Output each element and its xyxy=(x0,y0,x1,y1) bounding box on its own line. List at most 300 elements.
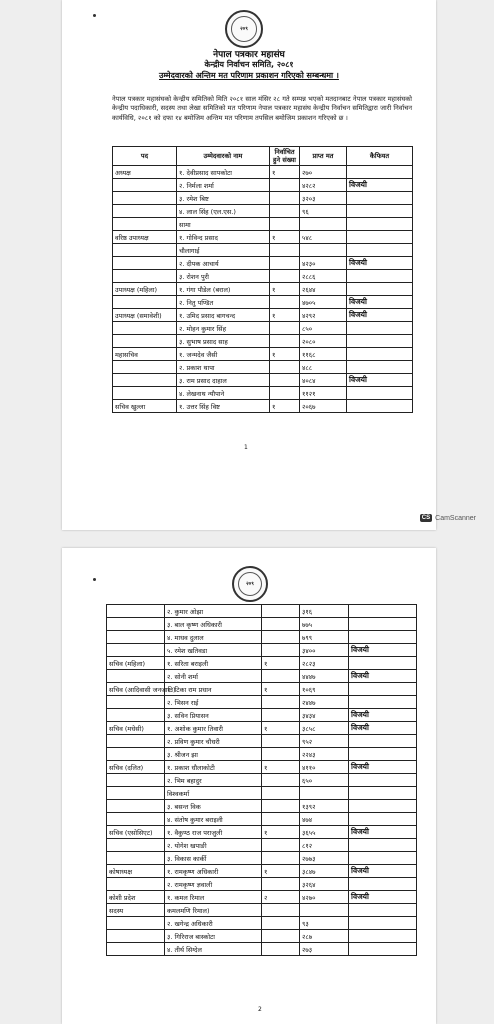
remark-cell xyxy=(349,839,417,852)
post-cell xyxy=(113,387,177,400)
column-header-votes: प्राप्त मत xyxy=(300,147,347,166)
seats-cell: १ xyxy=(270,309,300,322)
seats-cell: १ xyxy=(262,826,300,839)
table-row xyxy=(107,813,417,826)
post-cell: महासचिव xyxy=(113,348,177,361)
remark-cell: विजयी xyxy=(349,891,417,904)
seats-cell xyxy=(262,735,300,748)
table-row xyxy=(107,878,417,891)
seats-cell xyxy=(270,244,300,257)
candidate-name-cell: २. सोनी शर्मा xyxy=(165,670,262,683)
votes-cell: ४११० xyxy=(300,761,349,774)
table-row xyxy=(107,722,417,735)
post-cell: सचिव (एसोसिएट) xyxy=(107,826,165,839)
remark-cell xyxy=(349,683,417,696)
seats-cell: १ xyxy=(270,231,300,244)
votes-cell: ७७५ xyxy=(300,618,349,631)
post-cell: उपाध्यक्ष (समावेशी) xyxy=(113,309,177,322)
subject-line: उम्मेदवारको अन्तिम मत परिणाम प्रकाशन गरिएको सम्बन्धमा । xyxy=(159,71,339,80)
votes-cell: १०६९ xyxy=(300,683,349,696)
table-row xyxy=(107,735,417,748)
remark-cell xyxy=(349,904,417,917)
remark-cell xyxy=(349,800,417,813)
table-row xyxy=(113,348,413,361)
post-cell xyxy=(107,774,165,787)
post-cell xyxy=(113,361,177,374)
remark-cell: विजयी xyxy=(347,179,413,192)
remark-cell xyxy=(347,270,413,283)
post-cell xyxy=(113,270,177,283)
votes-cell: २६४४ xyxy=(300,283,347,296)
table-row xyxy=(107,644,417,657)
table-row xyxy=(107,657,417,670)
votes-cell xyxy=(300,904,349,917)
votes-cell: ३८५८ xyxy=(300,722,349,735)
votes-cell: २०८० xyxy=(300,335,347,348)
seats-cell xyxy=(270,322,300,335)
remark-cell xyxy=(347,348,413,361)
table-row xyxy=(113,283,413,296)
candidate-name-cell: ३. बसन्त विक xyxy=(165,800,262,813)
post-cell xyxy=(107,605,165,618)
candidate-name-cell: ४. लाल सिंह (एल.एस.) xyxy=(177,205,270,218)
seats-cell: १ xyxy=(270,400,300,413)
remark-cell: विजयी xyxy=(349,865,417,878)
table-row xyxy=(113,387,413,400)
post-cell: सचिव (महिला) xyxy=(107,657,165,670)
candidate-name-cell: ३. विकास कार्की xyxy=(165,852,262,865)
post-cell: सचिव (दलित) xyxy=(107,761,165,774)
candidate-name-cell: ४. तीर्थ सिग्देल xyxy=(165,943,262,956)
remark-cell xyxy=(349,917,417,930)
seats-cell xyxy=(262,813,300,826)
candidate-name-cell: २. प्रकाश थापा xyxy=(177,361,270,374)
votes-cell: ४७४ xyxy=(300,813,349,826)
post-cell xyxy=(107,748,165,761)
post-cell xyxy=(113,296,177,309)
remark-cell xyxy=(349,735,417,748)
seats-cell xyxy=(262,917,300,930)
post-cell xyxy=(113,205,177,218)
candidate-name-cell: २. भिम बहादुर xyxy=(165,774,262,787)
remark-cell xyxy=(347,400,413,413)
post-cell xyxy=(107,943,165,956)
table-row xyxy=(113,400,413,413)
votes-cell: ३२०३ xyxy=(300,192,347,205)
seats-cell xyxy=(262,748,300,761)
seats-cell: १ xyxy=(270,283,300,296)
seats-cell: १ xyxy=(270,348,300,361)
remark-cell xyxy=(349,618,417,631)
candidate-name-cell: ४. संतोष कुमार बराइली xyxy=(165,813,262,826)
table-row xyxy=(113,335,413,348)
camscanner-icon: CS xyxy=(421,515,431,521)
remark-cell xyxy=(349,657,417,670)
column-header-candidate: उम्मेदवारको नाम xyxy=(177,147,270,166)
candidate-name-cell: २. दीपक आचार्य xyxy=(177,257,270,270)
seats-cell xyxy=(270,205,300,218)
candidate-name-cell: १. प्रकाश धौलाकोटी xyxy=(165,761,262,774)
table-row xyxy=(107,904,417,917)
seats-cell xyxy=(262,644,300,657)
seats-cell xyxy=(270,361,300,374)
votes-cell: ६५० xyxy=(300,774,349,787)
document-page-2 xyxy=(62,548,436,1024)
candidate-name-cell: २. नितु पण्डित xyxy=(177,296,270,309)
seats-cell xyxy=(262,852,300,865)
remark-cell: विजयी xyxy=(347,309,413,322)
candidate-name-cell: ४. लेखनाथ न्यौपाने xyxy=(177,387,270,400)
votes-cell xyxy=(300,787,349,800)
table-row xyxy=(113,374,413,387)
table-row xyxy=(107,761,417,774)
seats-cell xyxy=(270,179,300,192)
candidate-name-cell: १. उमिद प्रसाद बागचन्द xyxy=(177,309,270,322)
remark-cell: विजयी xyxy=(349,722,417,735)
seats-cell xyxy=(262,943,300,956)
candidate-name-cell: १. टिका राम प्रधान xyxy=(165,683,262,696)
candidate-name-cell: २. खगेन्द्र अधिकारी xyxy=(165,917,262,930)
table-row xyxy=(107,670,417,683)
remark-cell xyxy=(347,283,413,296)
remark-cell xyxy=(349,878,417,891)
remark-cell xyxy=(347,205,413,218)
remark-cell xyxy=(347,231,413,244)
table-row xyxy=(107,696,417,709)
remark-cell: विजयी xyxy=(349,670,417,683)
candidate-name-cell: कमलमणि रिमाल) xyxy=(165,904,262,917)
votes-cell: २०६७ xyxy=(300,400,347,413)
post-cell xyxy=(113,374,177,387)
organization-seal xyxy=(225,10,263,48)
seats-cell xyxy=(262,787,300,800)
votes-cell: ८१२ xyxy=(300,839,349,852)
candidate-name-cell: ३. राम प्रसाद दाहाल xyxy=(177,374,270,387)
post-cell xyxy=(107,631,165,644)
remark-cell xyxy=(347,166,413,179)
seats-cell: १ xyxy=(262,683,300,696)
post-cell xyxy=(107,787,165,800)
seats-cell xyxy=(262,605,300,618)
post-cell xyxy=(107,709,165,722)
candidate-name-cell: ३. सुभाष प्रसाद साह xyxy=(177,335,270,348)
table-row xyxy=(107,930,417,943)
table-row xyxy=(113,231,413,244)
seats-cell xyxy=(262,631,300,644)
candidate-name-cell: विश्वकर्मा xyxy=(165,787,262,800)
remark-cell: विजयी xyxy=(349,644,417,657)
remark-cell xyxy=(347,218,413,231)
seal-text: २०९ xyxy=(246,580,254,587)
column-header-remark: कैफियत xyxy=(347,147,413,166)
post-cell xyxy=(113,322,177,335)
remark-cell xyxy=(347,322,413,335)
candidate-name-cell: १. सरिता बराइली xyxy=(165,657,262,670)
remark-cell xyxy=(349,605,417,618)
votes-cell: ७९९ xyxy=(300,631,349,644)
seats-cell: २ xyxy=(262,891,300,904)
remark-cell: विजयी xyxy=(349,826,417,839)
post-cell: कोशी प्रदेश xyxy=(107,891,165,904)
candidate-name-cell: १. वैकुण्ठ राज पराजुली xyxy=(165,826,262,839)
remark-cell xyxy=(347,387,413,400)
candidate-name-cell: ३. रमेश बिष्ट xyxy=(177,192,270,205)
seats-cell xyxy=(262,774,300,787)
results-table-body xyxy=(113,166,413,413)
table-row xyxy=(113,322,413,335)
table-row xyxy=(107,605,417,618)
seats-cell xyxy=(270,374,300,387)
post-cell xyxy=(107,696,165,709)
post-cell xyxy=(113,218,177,231)
seats-cell: १ xyxy=(270,166,300,179)
table-row xyxy=(107,943,417,956)
votes-cell: ९३ xyxy=(300,917,349,930)
candidate-name-cell: २. भिसन राई xyxy=(165,696,262,709)
seats-cell: १ xyxy=(262,761,300,774)
column-header-post: पद xyxy=(113,147,177,166)
votes-cell: २८८६ xyxy=(300,270,347,283)
post-cell: सचिव (आदिवासी जनजाति) xyxy=(107,683,165,696)
post-cell xyxy=(107,800,165,813)
table-row xyxy=(107,774,417,787)
post-cell xyxy=(113,257,177,270)
remark-cell xyxy=(349,787,417,800)
remark-cell: विजयी xyxy=(349,709,417,722)
post-cell xyxy=(107,839,165,852)
votes-cell: ४८८ xyxy=(300,361,347,374)
candidate-name-cell: २. योगेश खपाङी xyxy=(165,839,262,852)
post-cell xyxy=(107,852,165,865)
candidate-name-cell: ३. सविन प्रियासन xyxy=(165,709,262,722)
votes-cell: ३८४७ xyxy=(300,865,349,878)
post-cell: वरिष्ठ उपाध्यक्ष xyxy=(113,231,177,244)
remark-cell xyxy=(349,852,417,865)
table-row xyxy=(113,179,413,192)
table-row xyxy=(107,748,417,761)
table-row xyxy=(113,361,413,374)
candidate-name-cell: ३. गिरिराज बास्कोटा xyxy=(165,930,262,943)
candidate-name-cell: १. रामकृष्ण अधिकारी xyxy=(165,865,262,878)
candidate-name-cell: २. मोहन कुमार सिंह xyxy=(177,322,270,335)
table-row xyxy=(113,166,413,179)
post-cell xyxy=(107,930,165,943)
votes-cell: २२४३ xyxy=(300,748,349,761)
votes-cell: १३९२ xyxy=(300,800,349,813)
candidate-name-cell: ३. रोशन पुरी xyxy=(177,270,270,283)
votes-cell xyxy=(300,244,347,257)
votes-cell: २७३ xyxy=(300,943,349,956)
scanner-label: CamScanner xyxy=(435,514,476,522)
table-row xyxy=(107,839,417,852)
votes-cell: ३४३४ xyxy=(300,709,349,722)
remark-cell xyxy=(349,696,417,709)
candidate-name-cell: १. देवीप्रसाद सापकोटा xyxy=(177,166,270,179)
votes-cell: ११२१ xyxy=(300,387,347,400)
table-row xyxy=(113,309,413,322)
candidate-name-cell: २. कुमार ओझा xyxy=(165,605,262,618)
remark-cell xyxy=(347,244,413,257)
post-cell xyxy=(113,192,177,205)
page-number: 1 xyxy=(244,444,248,451)
candidate-name-cell: सामा xyxy=(177,218,270,231)
table-row xyxy=(107,852,417,865)
remark-cell: विजयी xyxy=(347,374,413,387)
candidate-name-cell: १. कमल रिमाल xyxy=(165,891,262,904)
candidate-name-cell: २. प्रविण कुमार चौधरी xyxy=(165,735,262,748)
seats-cell: १ xyxy=(262,722,300,735)
candidate-name-cell: १. उत्तर सिंह विष्ट xyxy=(177,400,270,413)
post-cell: अध्यक्ष xyxy=(113,166,177,179)
table-row xyxy=(107,800,417,813)
remark-cell: विजयी xyxy=(349,761,417,774)
seats-cell xyxy=(270,296,300,309)
post-cell xyxy=(107,735,165,748)
votes-cell xyxy=(300,218,347,231)
table-row xyxy=(107,709,417,722)
post-cell xyxy=(113,335,177,348)
seats-cell xyxy=(262,696,300,709)
table-row xyxy=(113,257,413,270)
votes-cell: ८५० xyxy=(300,322,347,335)
votes-cell: ४७०५ xyxy=(300,296,347,309)
seats-cell xyxy=(262,709,300,722)
post-cell: सदस्य xyxy=(107,904,165,917)
post-cell xyxy=(113,244,177,257)
remark-cell: विजयी xyxy=(347,296,413,309)
table-row xyxy=(107,618,417,631)
seats-cell xyxy=(262,839,300,852)
votes-cell: ४४४७ xyxy=(300,670,349,683)
seats-cell: १ xyxy=(262,865,300,878)
votes-cell: ४२९२ xyxy=(300,309,347,322)
seats-cell xyxy=(270,192,300,205)
votes-cell: ४२३० xyxy=(300,257,347,270)
votes-cell: ४०८४ xyxy=(300,374,347,387)
committee-name: केन्द्रीय निर्वाचन समिति, २०८१ xyxy=(204,60,294,69)
page-number: 2 xyxy=(258,1006,262,1013)
post-cell xyxy=(107,813,165,826)
votes-cell: २८२३ xyxy=(300,657,349,670)
body-paragraph: नेपाल पत्रकार महासंघको केन्द्रीय समितिको मिति २०८१ साल मंसिर २८ गते सम्पन्न भएको मतदानबाट नेपाल पत्रकार महासंघको केन्द्रीय पदाधिकारी, सदस्य तथा लेखा समितिको मत परिणाम नेपाल पत्रकार महासंघ केन्द्रीय निर्वाचन समितिद्वारा जारी निर्वाचन कार्यविधि, २०८१ को दफा १४ बमोजिम अन्तिम मत परिणाम तपसिल बमोजिम प्रकाशन गरिएको छ । xyxy=(112,95,412,122)
seats-cell xyxy=(262,618,300,631)
remark-cell xyxy=(349,774,417,787)
votes-cell: २७७३ xyxy=(300,852,349,865)
post-cell xyxy=(107,618,165,631)
post-cell xyxy=(107,878,165,891)
seats-cell xyxy=(262,878,300,891)
candidate-name-cell: ३. बाल कृष्ण अधिकारी xyxy=(165,618,262,631)
candidate-name-cell: चौलागाई xyxy=(177,244,270,257)
candidate-name-cell: १. गोविन्द प्रसाद xyxy=(177,231,270,244)
seats-cell xyxy=(262,904,300,917)
seats-cell xyxy=(262,800,300,813)
table-row xyxy=(107,917,417,930)
results-table-continued xyxy=(106,604,417,956)
table-row xyxy=(113,296,413,309)
post-cell xyxy=(107,917,165,930)
table-header-row xyxy=(113,147,413,166)
seats-cell xyxy=(270,270,300,283)
votes-cell: २८७ xyxy=(300,930,349,943)
table-row xyxy=(113,192,413,205)
remark-cell xyxy=(347,192,413,205)
scan-speck xyxy=(93,14,96,17)
post-cell xyxy=(113,179,177,192)
results-table-body xyxy=(107,605,417,956)
remark-cell xyxy=(349,631,417,644)
table-row xyxy=(107,865,417,878)
post-cell: कोषाध्यक्ष xyxy=(107,865,165,878)
scan-speck xyxy=(93,578,96,581)
post-cell: उपाध्यक्ष (महिला) xyxy=(113,283,177,296)
candidate-name-cell: १. गंगा पौडेल (बराल) xyxy=(177,283,270,296)
table-row xyxy=(107,891,417,904)
post-cell xyxy=(107,644,165,657)
seats-cell xyxy=(270,335,300,348)
votes-cell: २७० xyxy=(300,166,347,179)
seats-cell xyxy=(262,930,300,943)
table-row xyxy=(107,826,417,839)
remark-cell: विजयी xyxy=(347,257,413,270)
table-row xyxy=(113,218,413,231)
votes-cell: ४२७० xyxy=(300,891,349,904)
remark-cell xyxy=(349,943,417,956)
votes-cell: २४४७ xyxy=(300,696,349,709)
votes-cell: ३१६ xyxy=(300,605,349,618)
seats-cell xyxy=(270,387,300,400)
candidate-name-cell: २. निर्मला शर्मा xyxy=(177,179,270,192)
post-cell: सचिव खुल्ला xyxy=(113,400,177,413)
organization-seal xyxy=(232,566,268,602)
remark-cell xyxy=(349,813,417,826)
votes-cell: ९५२ xyxy=(300,735,349,748)
table-row xyxy=(113,205,413,218)
votes-cell: ५४८ xyxy=(300,231,347,244)
seats-cell xyxy=(270,257,300,270)
remark-cell xyxy=(347,361,413,374)
votes-cell: ९६ xyxy=(300,205,347,218)
table-row xyxy=(113,244,413,257)
candidate-name-cell: ५. रमेश खतिवडा xyxy=(165,644,262,657)
seats-cell: १ xyxy=(262,657,300,670)
votes-cell: ११६८ xyxy=(300,348,347,361)
seats-cell xyxy=(262,670,300,683)
table-row xyxy=(107,683,417,696)
remark-cell xyxy=(349,930,417,943)
table-row xyxy=(107,787,417,800)
results-table xyxy=(112,146,413,413)
remark-cell xyxy=(349,748,417,761)
scanner-watermark xyxy=(420,514,476,522)
votes-cell: ३२६४ xyxy=(300,878,349,891)
remark-cell xyxy=(347,335,413,348)
candidate-name-cell: २. रामकृष्ण ज्ञवाली xyxy=(165,878,262,891)
document-page-1 xyxy=(62,0,476,530)
candidate-name-cell: १. जन्मदेव जैसी xyxy=(177,348,270,361)
votes-cell: ३६५५ xyxy=(300,826,349,839)
candidate-name-cell: १. अशोक कुमार तिवारी xyxy=(165,722,262,735)
seal-text: २०९ xyxy=(240,25,248,32)
post-cell xyxy=(107,670,165,683)
votes-cell: ३४०० xyxy=(300,644,349,657)
post-cell: सचिव (मधेसी) xyxy=(107,722,165,735)
column-header-seats: निर्वाचित हुने संख्या xyxy=(270,147,300,166)
organization-name: नेपाल पत्रकार महासंघ xyxy=(213,50,285,60)
candidate-name-cell: ४. माधव दुलाल xyxy=(165,631,262,644)
seats-cell xyxy=(270,218,300,231)
candidate-name-cell: ३. श्रीजन झा xyxy=(165,748,262,761)
